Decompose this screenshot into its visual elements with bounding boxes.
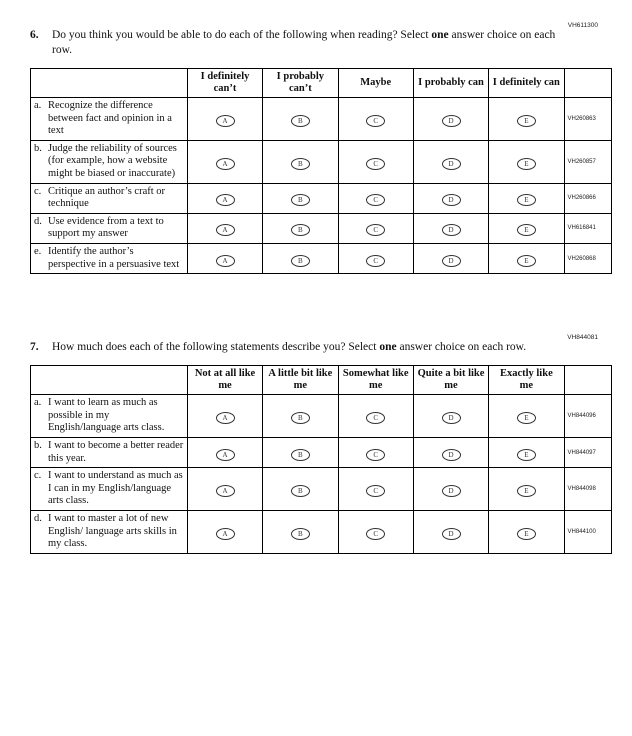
question-6	[20, 22, 612, 274]
empty-header	[564, 68, 612, 97]
answer-bubble[interactable]: D	[442, 224, 461, 236]
header-row	[31, 68, 612, 97]
row-stem: c. I want to understand as much as I can in my English/language arts class.	[31, 468, 188, 511]
table-row	[31, 243, 612, 273]
column-header: Maybe	[338, 68, 413, 97]
answer-bubble[interactable]: B	[291, 528, 310, 540]
answer-bubble[interactable]: E	[517, 449, 536, 461]
column-header: Somewhat like me	[338, 366, 413, 395]
answer-bubble[interactable]: D	[442, 485, 461, 497]
answer-bubble[interactable]: B	[291, 449, 310, 461]
answer-bubble[interactable]: A	[216, 158, 235, 170]
answer-bubble[interactable]: A	[216, 255, 235, 267]
question-7-form-code: VH844081	[567, 334, 598, 342]
answer-bubble[interactable]: C	[366, 115, 385, 127]
bold-one: one	[431, 29, 449, 41]
section-gap	[20, 274, 612, 326]
table-row	[31, 437, 612, 467]
item-code: VH260866	[564, 183, 612, 213]
answer-bubble[interactable]: E	[517, 528, 536, 540]
answer-bubble[interactable]: B	[291, 194, 310, 206]
question-6-text: Do you think you would be able to do each of the following when reading? Select one answer choice on each row.	[52, 29, 556, 56]
table-row	[31, 98, 612, 141]
answer-bubble[interactable]: C	[366, 528, 385, 540]
column-header: I definitely can	[489, 68, 564, 97]
answer-bubble[interactable]: A	[216, 115, 235, 127]
answer-bubble[interactable]: B	[291, 412, 310, 424]
column-header: Quite a bit like me	[413, 366, 488, 395]
column-header: I probably can’t	[263, 68, 338, 97]
item-code: VH260868	[564, 243, 612, 273]
question-6-form-code: VH611300	[567, 22, 598, 29]
answer-bubble[interactable]: A	[216, 194, 235, 206]
answer-bubble[interactable]: E	[517, 255, 536, 267]
header-row	[31, 366, 612, 395]
item-code: VH260863	[564, 98, 612, 141]
row-stem: a. Recognize the difference between fact and opinion in a text	[31, 98, 188, 141]
item-code: VH616841	[564, 213, 612, 243]
answer-bubble[interactable]: E	[517, 485, 536, 497]
empty-header	[31, 68, 188, 97]
table-row	[31, 213, 612, 243]
question-7-text: How much does each of the following statements describe you? Select one answer choice on each row.	[52, 341, 527, 354]
answer-bubble[interactable]: C	[366, 224, 385, 236]
answer-bubble[interactable]: B	[291, 255, 310, 267]
row-stem: e. Identify the author’s perspective in a persuasive text	[31, 243, 188, 273]
question-6-table	[30, 68, 612, 274]
table-row	[31, 468, 612, 511]
answer-bubble[interactable]: B	[291, 224, 310, 236]
row-stem: b. I want to become a better reader this year.	[31, 437, 188, 467]
answer-bubble[interactable]: B	[291, 158, 310, 170]
question-7-stem	[30, 340, 612, 355]
bold-one: one	[379, 341, 397, 354]
question-6-stem	[30, 28, 612, 58]
question-7-table	[30, 365, 612, 554]
column-header: A little bit like me	[263, 366, 338, 395]
row-stem: a. I want to learn as much as possible in my English/language arts class.	[31, 395, 188, 438]
answer-bubble[interactable]: E	[517, 224, 536, 236]
answer-bubble[interactable]: B	[291, 115, 310, 127]
answer-bubble[interactable]: A	[216, 224, 235, 236]
answer-bubble[interactable]: A	[216, 412, 235, 424]
answer-bubble[interactable]: C	[366, 255, 385, 267]
answer-bubble[interactable]: A	[216, 485, 235, 497]
column-header: Exactly like me	[489, 366, 564, 395]
item-code: VH844098	[564, 468, 612, 511]
question-7-number: 7.	[30, 341, 39, 354]
question-6-number: 6.	[30, 29, 39, 41]
answer-bubble[interactable]: D	[442, 449, 461, 461]
answer-bubble[interactable]: E	[517, 115, 536, 127]
answer-bubble[interactable]: C	[366, 194, 385, 206]
item-code: VH260857	[564, 140, 612, 183]
answer-bubble[interactable]: D	[442, 158, 461, 170]
row-stem: b. Judge the reliability of sources (for example, how a website might be biased or inaccurate)	[31, 140, 188, 183]
answer-bubble[interactable]: C	[366, 158, 385, 170]
answer-bubble[interactable]: E	[517, 158, 536, 170]
answer-bubble[interactable]: C	[366, 412, 385, 424]
row-stem: d. I want to master a lot of new English/ language arts skills in my class.	[31, 510, 188, 553]
answer-bubble[interactable]: D	[442, 115, 461, 127]
column-header: I definitely can’t	[187, 68, 262, 97]
row-stem: d. Use evidence from a text to support my answer	[31, 213, 188, 243]
table-row	[31, 395, 612, 438]
answer-bubble[interactable]: B	[291, 485, 310, 497]
column-header: Not at all like me	[187, 366, 262, 395]
row-stem: c. Critique an author’s craft or technique	[31, 183, 188, 213]
item-code: VH844100	[564, 510, 612, 553]
answer-bubble[interactable]: E	[517, 194, 536, 206]
answer-bubble[interactable]: E	[517, 412, 536, 424]
item-code: VH844097	[564, 437, 612, 467]
answer-bubble[interactable]: A	[216, 528, 235, 540]
answer-bubble[interactable]: C	[366, 449, 385, 461]
answer-bubble[interactable]: D	[442, 255, 461, 267]
answer-bubble[interactable]: D	[442, 528, 461, 540]
column-header: I probably can	[413, 68, 488, 97]
question-7	[20, 334, 612, 554]
table-row	[31, 140, 612, 183]
table-row	[31, 183, 612, 213]
answer-bubble[interactable]: A	[216, 449, 235, 461]
answer-bubble[interactable]: D	[442, 194, 461, 206]
answer-bubble[interactable]: C	[366, 485, 385, 497]
empty-header	[31, 366, 188, 395]
table-row	[31, 510, 612, 553]
item-code: VH844096	[564, 395, 612, 438]
empty-header	[564, 366, 612, 395]
answer-bubble[interactable]: D	[442, 412, 461, 424]
